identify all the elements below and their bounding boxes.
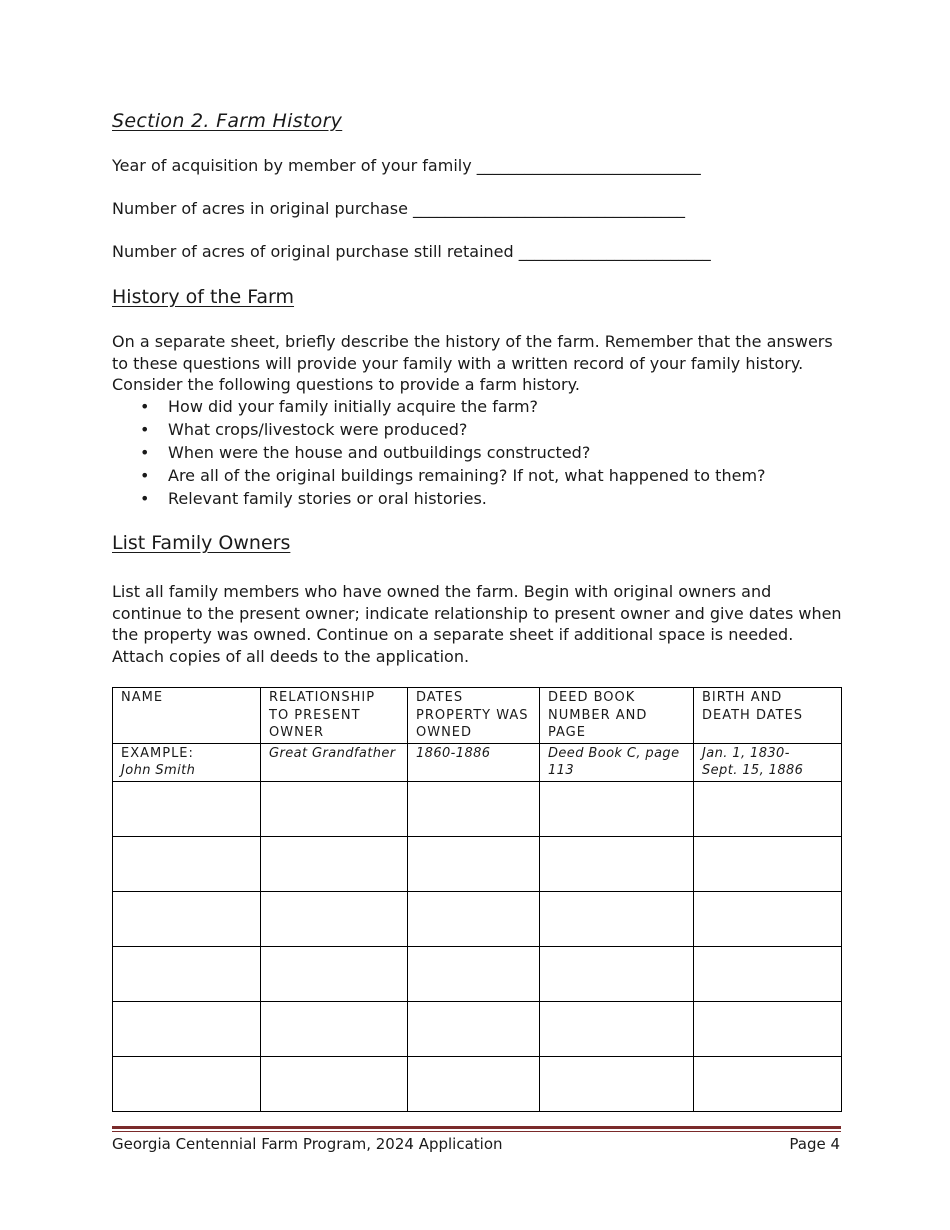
deed-input-cell[interactable] — [540, 1001, 694, 1056]
name-input-cell[interactable] — [113, 781, 261, 836]
owners-intro: List all family members who have owned the farm. Begin with original owners and continue to the present owner; indicate relationship to present owner and give dates when the property was owned. Continue on a separate sheet if additional space is needed. Attach copies of all deeds to the application. — [112, 582, 842, 666]
bullet-icon: • — [140, 489, 150, 508]
deed-input-cell[interactable] — [540, 1056, 694, 1111]
header-deed-book: DEED BOOK NUMBER AND PAGE — [540, 688, 694, 744]
name-input-cell[interactable] — [113, 891, 261, 946]
name-input-cell[interactable] — [113, 946, 261, 1001]
example-name: John Smith — [121, 763, 196, 778]
deed-input-cell[interactable] — [540, 891, 694, 946]
table-row — [113, 946, 842, 1001]
question-text: Are all of the original buildings remaining? If not, what happened to them? — [168, 466, 766, 485]
list-item — [112, 487, 766, 510]
question-text: Relevant family stories or oral histories. — [168, 489, 487, 508]
dates-input-cell[interactable] — [408, 1001, 540, 1056]
relationship-input-cell[interactable] — [261, 891, 408, 946]
example-birth: Jan. 1, 1830- — [702, 745, 790, 761]
table-row — [113, 836, 842, 891]
table-row — [113, 891, 842, 946]
birth-death-input-cell[interactable] — [694, 781, 842, 836]
example-deed: Deed Book C, page 113 — [540, 743, 694, 781]
history-question-list — [112, 395, 766, 510]
example-label: EXAMPLE: — [121, 745, 194, 761]
footer-program-title: Georgia Centennial Farm Program, 2024 Application — [112, 1135, 503, 1153]
relationship-input-cell[interactable] — [261, 1056, 408, 1111]
owners-heading: List Family Owners — [112, 532, 291, 554]
table-row — [113, 1056, 842, 1111]
table-header-row — [113, 688, 842, 744]
history-intro: On a separate sheet, briefly describe the history of the farm. Remember that the answers to these questions will provide your family with a written record of your family history. Consider the following questions to provide a farm history. — [112, 332, 833, 394]
bullet-icon: • — [140, 466, 150, 485]
list-item — [112, 441, 766, 464]
header-birth-death: BIRTH AND DEATH DATES — [694, 688, 842, 744]
bullet-icon: • — [140, 420, 150, 439]
question-text: When were the house and outbuildings constructed? — [168, 443, 591, 462]
birth-death-input-cell[interactable] — [694, 946, 842, 1001]
header-relationship: RELATIONSHIP TO PRESENT OWNER — [261, 688, 408, 744]
list-item — [112, 464, 766, 487]
list-item — [112, 418, 766, 441]
year-of-acquisition-field[interactable]: Year of acquisition by member of your family ____________________________ — [112, 156, 701, 175]
header-dates-owned: DATES PROPERTY WAS OWNED — [408, 688, 540, 744]
question-text: What crops/livestock were produced? — [168, 420, 468, 439]
name-input-cell[interactable] — [113, 836, 261, 891]
original-acres-field[interactable]: Number of acres in original purchase __________________________________ — [112, 199, 686, 218]
table-row — [113, 1001, 842, 1056]
deed-input-cell[interactable] — [540, 946, 694, 1001]
header-name: NAME — [113, 688, 261, 744]
name-input-cell[interactable] — [113, 1001, 261, 1056]
dates-input-cell[interactable] — [408, 781, 540, 836]
history-heading: History of the Farm — [112, 286, 295, 308]
name-input-cell[interactable] — [113, 1056, 261, 1111]
table-row — [113, 781, 842, 836]
relationship-input-cell[interactable] — [261, 836, 408, 891]
bullet-icon: • — [140, 397, 150, 416]
question-text: How did your family initially acquire the farm? — [168, 397, 539, 416]
deed-input-cell[interactable] — [540, 836, 694, 891]
deed-input-cell[interactable] — [540, 781, 694, 836]
relationship-input-cell[interactable] — [261, 946, 408, 1001]
example-dates: 1860-1886 — [408, 743, 540, 781]
birth-death-input-cell[interactable] — [694, 1001, 842, 1056]
bullet-icon: • — [140, 443, 150, 462]
dates-input-cell[interactable] — [408, 836, 540, 891]
example-birth-death-cell — [694, 743, 842, 781]
birth-death-input-cell[interactable] — [694, 836, 842, 891]
family-owners-table — [112, 687, 842, 1112]
footer-divider-thin — [112, 1131, 841, 1132]
relationship-input-cell[interactable] — [261, 1001, 408, 1056]
dates-input-cell[interactable] — [408, 1056, 540, 1111]
example-name-cell — [113, 743, 261, 781]
birth-death-input-cell[interactable] — [694, 1056, 842, 1111]
example-relationship: Great Grandfather — [261, 743, 408, 781]
footer-divider-thick — [112, 1126, 841, 1129]
section-title: Section 2. Farm History — [112, 110, 343, 132]
relationship-input-cell[interactable] — [261, 781, 408, 836]
dates-input-cell[interactable] — [408, 946, 540, 1001]
list-item — [112, 395, 766, 418]
retained-acres-field[interactable]: Number of acres of original purchase still retained ________________________ — [112, 242, 711, 261]
dates-input-cell[interactable] — [408, 891, 540, 946]
example-row — [113, 743, 842, 781]
page-number: Page 4 — [789, 1135, 840, 1153]
example-death: Sept. 15, 1886 — [702, 763, 804, 778]
birth-death-input-cell[interactable] — [694, 891, 842, 946]
